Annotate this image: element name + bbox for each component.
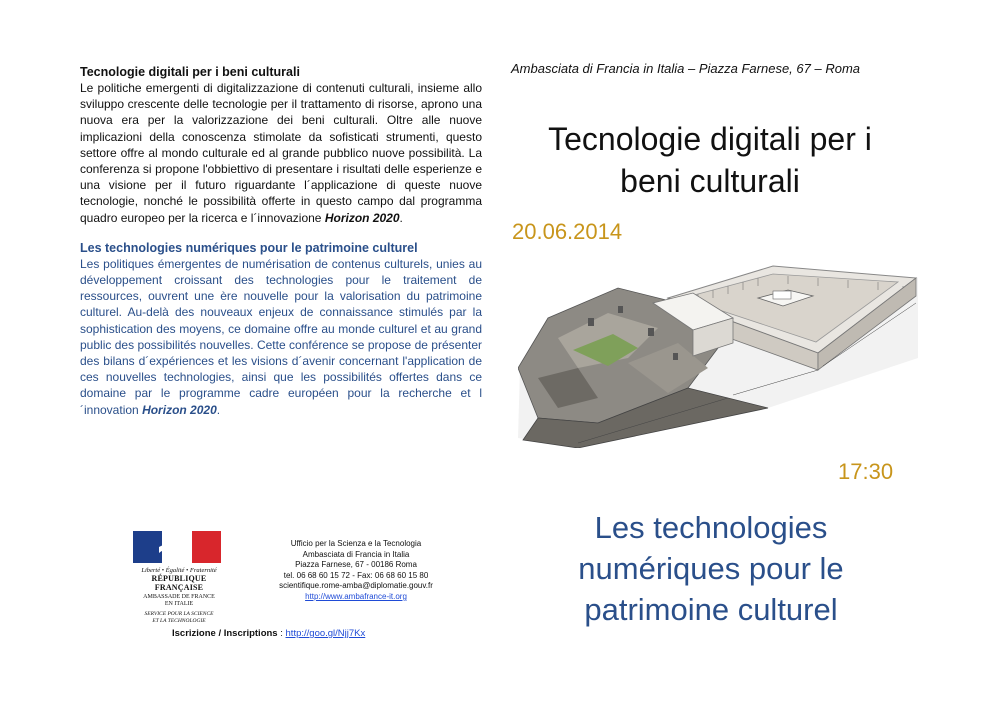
contact-address: Piazza Farnese, 67 - 00186 Roma xyxy=(295,560,417,570)
italian-section-body: Le politiche emergenti di digitalizzazione di contenuti culturali, insieme allo sviluppo crescente delle tecnologie per il trattamento di risorse, aprono una nuova era per la valorizzazione dei beni culturali. Oltre alle nuove implicazioni della conoscenza stimolate da sofisticati strumenti, questo settore offre al mondo culturale ed al grande pubblico nuove possibilità. La conferenza si propone l'obbiettivo di presentare i risultati delle esperienze e una visione per il futuro riguardante l´applicazione di queste nuove tecnologie, nonché le possibilità offerte in questo campo dal programma quadro europeo per la ricerca e l´innovazione Horizon 2020. xyxy=(80,81,482,225)
contact-embassy: Ambasciata di Francia in Italia xyxy=(302,549,410,559)
motto: Liberté • Égalité • Fraternité xyxy=(141,567,217,574)
horizon-2020-it: Horizon 2020 xyxy=(324,210,400,225)
registration-link[interactable]: http://goo.gl/Njj7Kx xyxy=(285,628,366,639)
main-title-french: Les technologies numériques pour le patrimoine culturel xyxy=(578,510,844,627)
main-title-italian: Tecnologie digitali per i beni culturali xyxy=(548,121,872,199)
republic-name: RÉPUBLIQUE FRANÇAISE xyxy=(151,574,207,592)
french-section-title: Les technologies numériques pour le patrimoine culturel xyxy=(80,240,418,255)
contact-office: Ufficio per la Scienza e la Tecnologia xyxy=(290,539,422,548)
website-link[interactable]: http://www.ambafrance-it.org xyxy=(305,591,407,601)
registration-line: Iscrizione / Inscriptions : http://goo.gl/Njj7Kx xyxy=(172,628,366,639)
service-name: SERVICE POUR LA SCIENCE ET LA TECHNOLOGIE xyxy=(144,611,214,624)
contact-block xyxy=(250,539,462,603)
event-time: 17:30 xyxy=(838,459,894,484)
left-text-column xyxy=(80,64,482,418)
contact-email: scientifique.rome-amba@diplomatie.gouv.fr xyxy=(279,581,433,591)
event-date: 20.06.2014 xyxy=(512,219,623,244)
contact-phone: tel. 06 68 60 15 72 - Fax: 06 68 60 15 80 xyxy=(283,570,429,580)
embassy-name: AMBASSADE DE FRANCE EN ITALIE xyxy=(143,594,215,607)
marianne-icon xyxy=(155,533,199,563)
registration-label: Iscrizione / Inscriptions xyxy=(172,628,278,639)
french-section-body: Les politiques émergentes de numérisation de contenus culturels, unies au développement croissant des technologies pour le traitement de ressources, ouvrent une ère nouvelle pour la valorisation du patrimoine culturel. Au-delà des nouveaux enjeux de connaissance stimulés par la sophistication des moyens, ce domaine offre au monde culturel et au grand public des possibilités nouvelles. Cette conférence se propose de présenter des bilans d´expériences et les visions d´avenir concernant l'application de ces nouvelles technologies, ainsi que les possibilités offertes dans ce domaine par le programme cadre européen pour la recherche et l´innovation Horizon 2020. xyxy=(80,256,482,417)
republique-francaise-logo xyxy=(133,531,225,624)
venue-line: Ambasciata di Francia in Italia – Piazza Farnese, 67 – Roma xyxy=(511,61,861,76)
archaeological-reconstruction-image xyxy=(518,258,918,448)
french-flag-icon xyxy=(133,531,221,563)
horizon-2020-fr: Horizon 2020 xyxy=(142,402,217,417)
italian-section-title: Tecnologie digitali per i beni culturali xyxy=(80,65,300,79)
